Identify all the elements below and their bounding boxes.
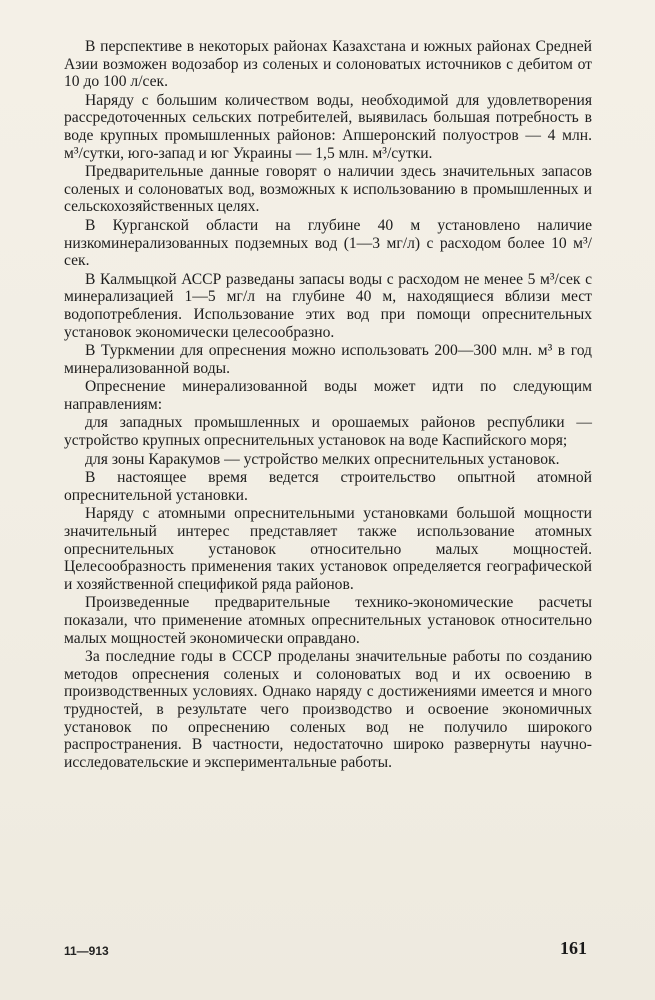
paragraph-construction: В настоящее время ведется строительство опытной атомной опреснительной установки. [64,469,592,504]
page-number: 161 [560,938,587,958]
paragraph-western-regions: для западных промышленных и орошаемых районов республики — устройство крупных опреснительных установок на воде Каспийского моря; [64,414,592,450]
paragraph-turkmenia: В Туркмении для опреснения можно использовать 200—300 млн. м³ в год минерализованной воды. [64,342,592,377]
paragraph-industrial-demand: Наряду с большим количеством воды, необходимой для удовлетворения рассредоточенных сельских потребителей, выявилась большая потребность в воде крупных промышленных районов: Апшеронский полуостров — 4 млн. м³/сутки, юго-запад и юг Украины — 1,5 млн. м³/сутки. [64,91,592,162]
paragraph-ussr-work: За последние годы в СССР проделаны значительные работы по созданию методов опреснения соленых и солоноватых вод и их освоению в производственных условиях. Однако наряду с достижениями имеется и много трудностей, в результате чего производство и освоение экономичных установок по опреснению соленых вод не получило широкого распространения. В частности, недостаточно широко развернуты научно-исследовательские и экспериментальные работы. [64,648,592,771]
paragraph-kazakhstan: В перспективе в некоторых районах Казахстана и южных районах Средней Азии возможен водозабор из соленых и солоноватых источников с дебитом от 10 до 100 л/сек. [64,38,592,91]
body-text [64,38,592,771]
paragraph-calculations: Произведенные предварительные технико-экономические расчеты показали, что применение атомных опреснительных установок относительно малых мощностей экономически оправдано. [64,594,592,647]
paragraph-directions: Опреснение минерализованной воды может идти по следующим направлениям: [64,378,592,413]
paragraph-kalmyk: В Калмыцкой АССР разведаны запасы воды с расходом не менее 5 м³/сек с минерализацией 1—5 мг/л на глубине 40 м, находящиеся вблизи мест водопотребления. Использование этих вод при помощи опреснительных установок экономически целесообразно. [64,270,592,341]
paragraph-reserves: Предварительные данные говорят о наличии здесь значительных запасов соленых и солоноватых вод, возможных к использованию в промышленных и сельскохозяйственных целях. [64,163,592,216]
paragraph-kurgan: В Курганской области на глубине 40 м установлено наличие низкоминерализованных подземных вод (1—3 мг/л) с расходом более 10 м³/сек. [64,216,592,270]
paragraph-karakum: для зоны Каракумов — устройство мелких опреснительных установок. [85,450,560,468]
printer-signature: 11—913 [64,944,109,958]
paragraph-atomic-small: Наряду с атомными опреснительными установками большой мощности значительный интерес представляет также использование атомных опреснительных установок относительно малых мощностей. Целесообразность применения таких установок определяется географической и хозяйственной спецификой ряда районов. [64,505,592,593]
